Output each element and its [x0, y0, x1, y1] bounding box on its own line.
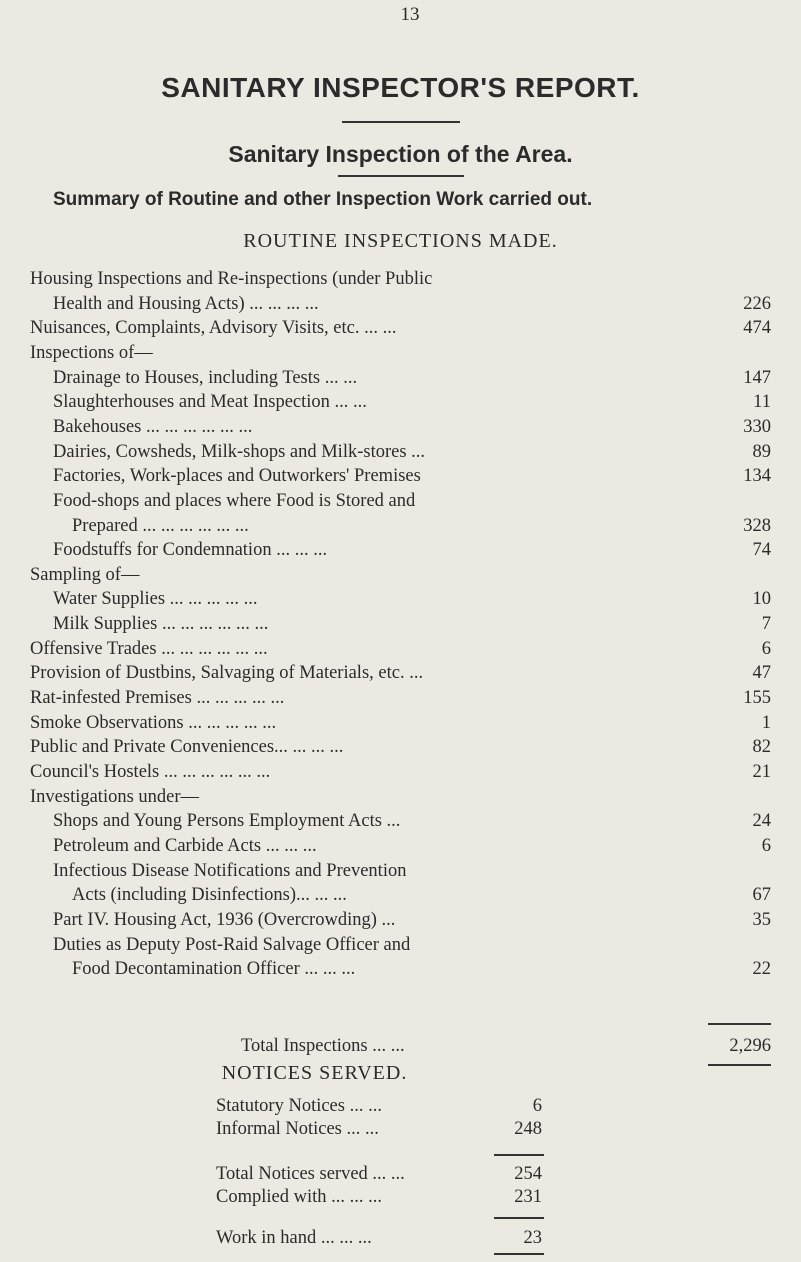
total-inspections-label: Total Inspections ... ...: [241, 1036, 405, 1056]
inspection-row-value: 147: [743, 367, 771, 388]
inspection-row-value: 21: [752, 762, 771, 782]
inspection-row-value: 67: [752, 885, 771, 906]
work-in-hand-rule: [494, 1253, 544, 1255]
inspection-row-label: Public and Private Conveniences... ... ... ...: [30, 737, 344, 758]
total-notices-value: 254: [514, 1164, 542, 1184]
inspection-row-label: Acts (including Disinfections)... ... ...: [72, 885, 347, 906]
complied-rule: [494, 1217, 544, 1219]
total-rule-bottom: [708, 1064, 771, 1066]
inspection-row-value: 47: [752, 663, 771, 684]
routine-heading: ROUTINE INSPECTIONS MADE.: [243, 230, 558, 252]
inspection-row-label: Prepared ... ... ... ... ... ...: [72, 515, 249, 536]
inspection-row-label: Provision of Dustbins, Salvaging of Materials, etc. ...: [30, 663, 424, 684]
inspection-row-value: 6: [761, 638, 771, 659]
inspection-row-value: 1: [761, 712, 771, 733]
inspection-row-value: 82: [752, 737, 771, 758]
complied-label: Complied with ... ... ...: [216, 1187, 382, 1207]
inspection-row-value: 330: [743, 416, 771, 437]
report-title: SANITARY INSPECTOR'S REPORT.: [161, 72, 640, 103]
notice-row-label: Informal Notices ... ...: [216, 1119, 379, 1139]
inspection-row-value: 35: [752, 909, 771, 930]
inspection-row-label: Food-shops and places where Food is Stored and: [53, 490, 416, 511]
notice-row-label: Statutory Notices ... ...: [216, 1096, 382, 1116]
inspection-row-label: Investigations under—: [30, 786, 200, 807]
inspection-row-label: Housing Inspections and Re-inspections (under Public: [30, 269, 433, 289]
summary-heading: Summary of Routine and other Inspection Work carried out.: [53, 189, 593, 210]
notice-row-value: 6: [532, 1096, 542, 1116]
inspection-row-label: Dairies, Cowsheds, Milk-shops and Milk-stores ...: [53, 441, 426, 462]
inspection-row-value: 6: [761, 835, 771, 856]
inspection-row-label: Duties as Deputy Post-Raid Salvage Officer and: [53, 934, 411, 955]
inspection-row-value: 328: [743, 515, 771, 536]
section-title: Sanitary Inspection of the Area.: [228, 141, 573, 167]
inspection-row-label: Petroleum and Carbide Acts ... ... ...: [53, 835, 317, 856]
inspection-row-label: Milk Supplies ... ... ... ... ... ...: [53, 614, 269, 635]
section-underline: [338, 175, 464, 177]
inspection-row-label: Rat-infested Premises ... ... ... ... ...: [30, 688, 285, 709]
inspection-row-value: 11: [753, 392, 771, 413]
inspection-row-label: Shops and Young Persons Employment Acts ...: [53, 811, 401, 832]
inspection-row-value: 134: [743, 466, 771, 487]
inspection-row-value: 474: [743, 318, 771, 339]
inspection-row-value: 74: [752, 540, 771, 561]
inspection-row-value: 226: [743, 293, 771, 314]
inspection-row-value: 22: [752, 959, 771, 980]
title-underline: [342, 121, 460, 123]
inspection-row-label: Slaughterhouses and Meat Inspection ... ...: [53, 392, 367, 413]
notice-row-value: 248: [514, 1119, 542, 1139]
inspection-row-label: Offensive Trades ... ... ... ... ... ...: [30, 638, 268, 659]
inspection-row-value: 155: [743, 688, 771, 709]
total-notices-label: Total Notices served ... ...: [216, 1164, 405, 1184]
inspection-row-label: Foodstuffs for Condemnation ... ... ...: [53, 540, 328, 561]
work-in-hand-label: Work in hand ... ... ...: [216, 1228, 372, 1248]
work-in-hand-value: 23: [523, 1228, 542, 1248]
inspection-row-label: Nuisances, Complaints, Advisory Visits, etc. ... ...: [30, 318, 397, 339]
page-number: 13: [400, 4, 420, 25]
total-inspections-value: 2,296: [729, 1036, 771, 1056]
inspection-row-label: Factories, Work-places and Outworkers' Premises: [53, 466, 421, 487]
inspection-row-label: Council's Hostels ... ... ... ... ... ...: [30, 762, 271, 782]
inspection-row-label: Sampling of—: [30, 564, 140, 585]
inspection-row-value: 89: [752, 441, 771, 462]
inspection-row-label: Smoke Observations ... ... ... ... ...: [30, 712, 277, 733]
inspection-row-label: Part IV. Housing Act, 1936 (Overcrowding) ...: [53, 909, 396, 930]
notices-rule: [494, 1154, 544, 1156]
total-rule-top: [708, 1023, 771, 1025]
inspection-row-label: Bakehouses ... ... ... ... ... ...: [53, 416, 253, 437]
inspection-row-value: 24: [752, 811, 771, 832]
inspection-row-label: Infectious Disease Notifications and Prevention: [53, 860, 407, 881]
inspection-row-label: Drainage to Houses, including Tests ... ...: [53, 367, 358, 388]
inspection-row-label: Water Supplies ... ... ... ... ...: [53, 589, 258, 610]
inspection-row-label: Inspections of—: [30, 342, 153, 363]
inspection-row-value: 10: [752, 589, 771, 610]
notices-heading: NOTICES SERVED.: [221, 1062, 408, 1084]
inspection-row-value: 7: [761, 614, 771, 635]
complied-value: 231: [514, 1187, 542, 1207]
inspection-row-label: Health and Housing Acts) ... ... ... ...: [53, 293, 319, 314]
inspection-row-label: Food Decontamination Officer ... ... ...: [72, 959, 356, 980]
